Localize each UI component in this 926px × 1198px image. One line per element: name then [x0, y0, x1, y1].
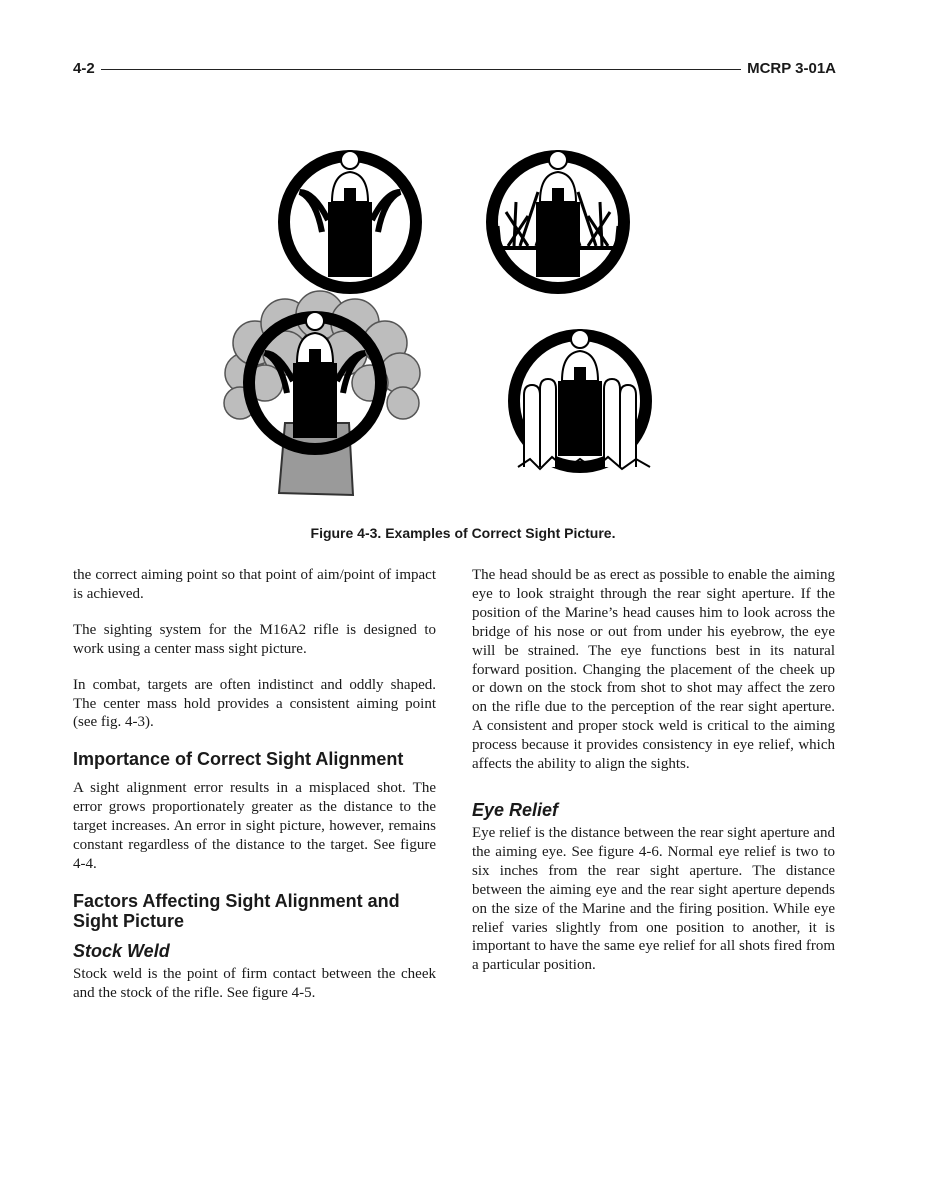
section-heading-factors: Factors Affecting Sight Alignment and Sight Picture — [73, 890, 400, 931]
running-header — [73, 60, 836, 82]
target-behind-fence — [514, 330, 650, 469]
right-column — [472, 566, 835, 992]
paragraph: The sighting system for the M16A2 rifle is designed to work using a center mass sight picture. — [73, 621, 436, 657]
paragraph: Stock weld is the point of firm contact between the cheek and the stock of the rifle. See figure 4-5. — [73, 965, 436, 1001]
target-under-tree — [224, 291, 420, 495]
page-number: 4-2 — [73, 60, 101, 77]
left-column — [73, 566, 436, 1020]
figure-caption: Figure 4-3. Examples of Correct Sight Picture. — [310, 525, 616, 541]
paragraph: Eye relief is the distance between the rear sight aperture and the aiming eye. See figure 4-6. Normal eye relief is two to six inches from the rear sight aperture. The distance between the aiming eye and the rear sight aperture depends on the size of the Marine and the firing position. While eye relief varies slightly from one position to another, it is important to have the same eye relief for all shots fired from a particular position. — [472, 824, 835, 974]
section-heading-importance: Importance of Correct Sight Alignment — [73, 749, 404, 770]
subsection-heading-stock-weld: Stock Weld — [73, 940, 170, 961]
header-rule — [73, 69, 836, 70]
subsection-heading-eye-relief: Eye Relief — [472, 799, 559, 820]
paragraph: A sight alignment error results in a misplaced shot. The error grows proportionately greater as the distance to the target increases. An error in sight picture, however, remains constant regardless of the distance to the target. See figure 4-4. — [73, 780, 436, 872]
paragraph: The head should be as erect as possible to enable the aiming eye to look straight through the rear sight aperture. If the position of the Marine’s head causes him to look across the bridge of his nose or out from under his eyebrow, the eye will be strained. The eye functions best in its natural forward position. Changing the placement of the cheek up or down on the stock from shot to shot may affect the zero on the rifle due to the perception of the rear sight aperture. A consistent and proper stock weld is critical to the aiming process because it provides consistency in eye relief, which affects the ability to align the sights. — [472, 567, 835, 773]
paragraph: the correct aiming point so that point of aim/point of impact is achieved. — [73, 567, 436, 602]
target-open-field — [284, 151, 416, 288]
paragraph: In combat, targets are often indistinct and oddly shaped. The center mass hold provides a consistent aiming point (see fig. 4-3). — [73, 676, 436, 731]
target-in-grass — [492, 151, 624, 288]
publication-id: MCRP 3-01A — [741, 60, 836, 77]
sight-picture-figure — [210, 125, 680, 517]
